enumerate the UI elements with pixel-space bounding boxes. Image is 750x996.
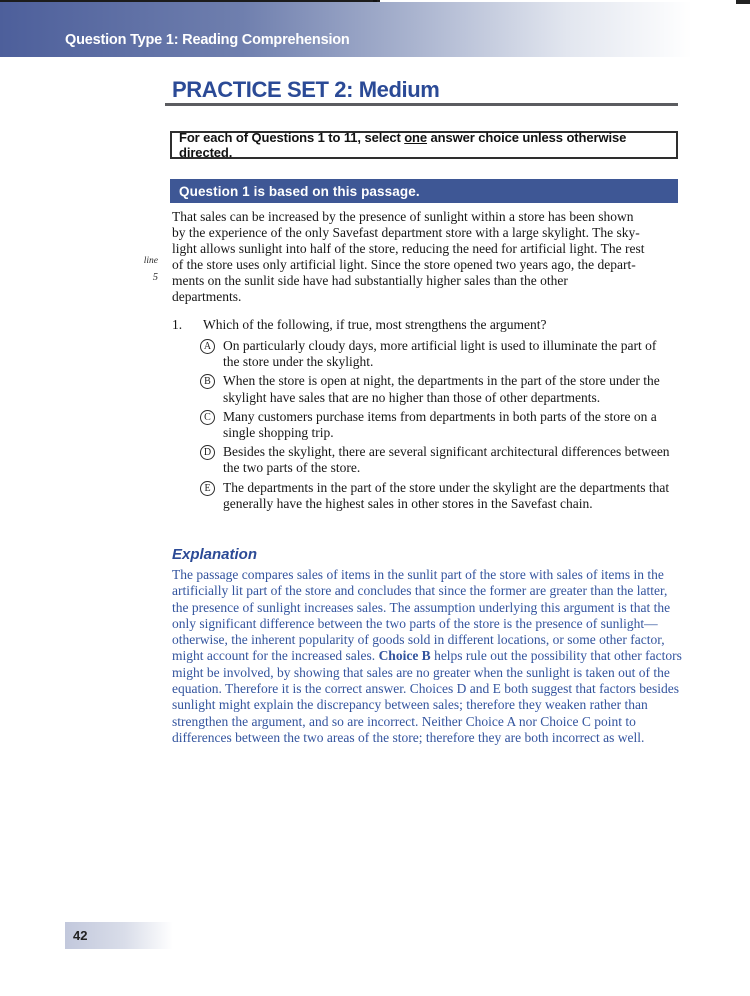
passage-line: departments.: [172, 289, 242, 305]
page-number-bar: [65, 922, 173, 949]
passage-line-marker: [126, 256, 158, 283]
page-title: PRACTICE SET 2: Medium: [172, 77, 440, 102]
directions-prefix: For each of Questions 1 to 11, select: [179, 130, 405, 145]
chapter-header-label: Question Type 1: Reading Comprehension: [65, 32, 350, 48]
passage-line: of the store uses only artificial light. Since the store opened two years ago, the depart-: [172, 257, 636, 273]
explanation-text-post: helps rule out the possibility that other factors might be involved, by showing that sales are no greater when the sunlight is taken out of the equation. Therefore it is the correct answer. Choices D and E both suggest that factors besides sunlight might explain the discrepancy between sales; therefore they weaken rather than strengthen the argument, and so are incorrect. Neither Choice A nor Choice C point to differences between the two areas of the store; therefore they are both incorrect as well.: [172, 648, 682, 745]
answer-choice-c: [200, 409, 678, 441]
passage: [172, 209, 645, 306]
question-banner: Question 1 is based on this passage.: [170, 179, 678, 203]
line-label: line: [143, 256, 158, 266]
question-stem: Which of the following, if true, most strengthens the argument?: [203, 317, 547, 332]
passage-line: That sales can be increased by the presence of sunlight within a store has been shown: [172, 209, 634, 224]
choice-text: When the store is open at night, the departments in the part of the store under the skylight have sales that are no higher than those of other departments.: [223, 373, 660, 405]
explanation-correct-choice: Choice B: [378, 648, 431, 664]
choice-letter-circle: D: [200, 445, 215, 460]
answer-choice-e: [200, 480, 678, 512]
passage-line: by the experience of the only Savefast department store with a large skylight. The sky-: [172, 225, 640, 241]
explanation-body: [172, 567, 682, 746]
chapter-header-band: [0, 2, 692, 57]
explanation-heading: Explanation: [172, 546, 258, 563]
answer-choices: [200, 338, 678, 515]
passage-line: light allows sunlight into half of the store, reducing the need for artificial light. The rest: [172, 241, 645, 257]
question-number: 1.: [172, 317, 183, 332]
answer-choice-b: [200, 373, 678, 405]
choice-letter-circle: B: [200, 374, 215, 389]
choice-text: Many customers purchase items from departments in both parts of the store on a single shopping trip.: [223, 408, 657, 441]
answer-choice-d: [200, 444, 678, 476]
choice-letter-circle: A: [200, 339, 215, 354]
explanation-text-pre: The passage compares sales of items in the sunlit part of the store with sales of items in the artificially lit part of the store and concludes that since the former are greater than the latter, the presence of sunlight increases sales. The assumption underlying this argument is that the only significant difference between the two parts of the store is the presence of sunlight—otherwise, the inherent popularity of goods sold in different locations, or some other factor, might account for the increased sales.: [172, 567, 671, 664]
directions-box: [170, 131, 678, 159]
answer-choice-a: [200, 338, 678, 370]
line-number: 5: [152, 272, 158, 283]
passage-line: ments on the sunlit side have had substantially higher sales than the other: [172, 273, 568, 289]
choice-letter-circle: C: [200, 410, 215, 425]
choice-text: On particularly cloudy days, more artificial light is used to illuminate the part of the store under the skylight.: [223, 338, 657, 370]
directions-underlined-word: one: [404, 130, 428, 145]
directions-suffix: answer choice unless otherwise directed.: [179, 130, 627, 160]
choice-letter-circle: E: [200, 481, 215, 496]
choice-text: Besides the skylight, there are several significant architectural differences between the two parts of the store.: [223, 444, 670, 476]
directions-text: [179, 130, 676, 160]
scan-artifact-corner: [736, 0, 750, 4]
page-number: 42: [73, 928, 88, 943]
choice-text: The departments in the part of the store under the skylight are the departments that generally have the highest sales in other stores in the Savefast chain.: [223, 479, 670, 511]
title-underline: [165, 103, 678, 106]
